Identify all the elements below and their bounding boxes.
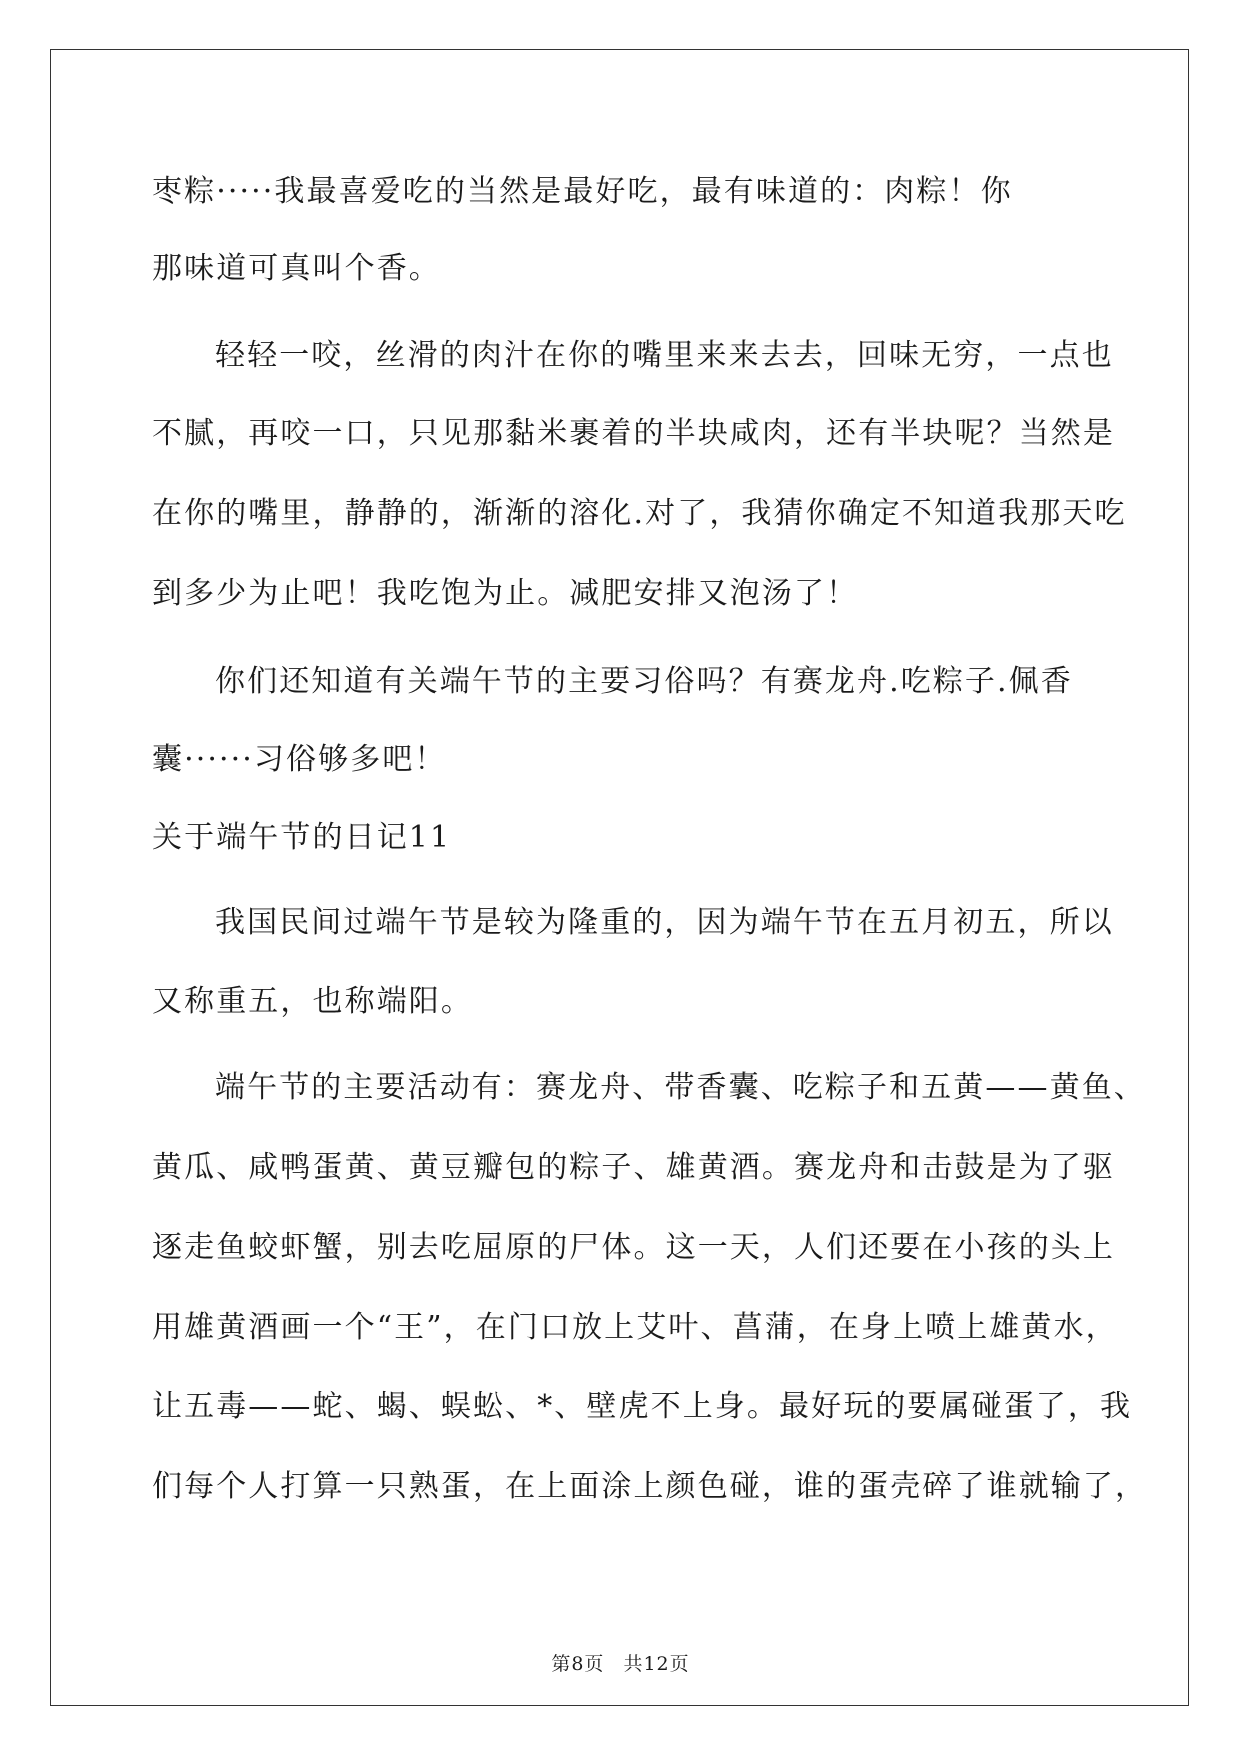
text-line-17: 们每个人打算一只熟蛋，在上面涂上颜色碰，谁的蛋壳碎了谁就输了， — [152, 1469, 1148, 1504]
text-line-16: 让五毒——蛇、蝎、蜈蚣、*、壁虎不上身。最好玩的要属碰蛋了，我 — [152, 1389, 1133, 1424]
text-line-6: 到多少为止吧！我吃饱为止。减肥安排又泡汤了！ — [152, 576, 859, 611]
text-line-2: 那味道可真叫个香。 — [152, 251, 441, 286]
text-line-14: 逐走鱼蛟虾蟹，别去吃屈原的尸体。这一天，人们还要在小孩的头上 — [152, 1230, 1115, 1265]
section-heading: 关于端午节的日记11 — [152, 820, 452, 855]
text-line-4: 不腻，再咬一口，只见那黏米裹着的半块咸肉，还有半块呢？当然是 — [152, 416, 1115, 451]
paragraph-start-line-7: 你们还知道有关端午节的主要习俗吗？有赛龙舟.吃粽子.佩香 — [215, 664, 1073, 699]
page-number: 第8页 — [551, 1653, 605, 1675]
text-line-5: 在你的嘴里，静静的，渐渐的溶化.对了，我猜你确定不知道我那天吃 — [152, 496, 1127, 531]
text-line-1: 枣粽·····我最喜爱吃的当然是最好吃，最有味道的：肉粽！你 — [152, 174, 1013, 209]
page-footer — [0, 1652, 1241, 1676]
page-border — [50, 49, 1189, 1706]
page-total: 共12页 — [623, 1653, 690, 1675]
text-line-8: 囊······习俗够多吧！ — [152, 742, 447, 777]
paragraph-start-line-3: 轻轻一咬，丝滑的肉汁在你的嘴里来来去去，回味无穷，一点也 — [215, 338, 1114, 373]
text-line-15: 用雄黄酒画一个“王”，在门口放上艾叶、菖蒲，在身上喷上雄黄水， — [152, 1310, 1118, 1345]
text-line-13: 黄瓜、咸鸭蛋黄、黄豆瓣包的粽子、雄黄酒。赛龙舟和击鼓是为了驱 — [152, 1150, 1115, 1185]
text-line-11: 又称重五，也称端阳。 — [152, 984, 473, 1019]
paragraph-start-line-10: 我国民间过端午节是较为隆重的，因为端午节在五月初五，所以 — [215, 905, 1114, 940]
paragraph-start-line-12: 端午节的主要活动有：赛龙舟、带香囊、吃粽子和五黄——黄鱼、 — [215, 1070, 1146, 1105]
